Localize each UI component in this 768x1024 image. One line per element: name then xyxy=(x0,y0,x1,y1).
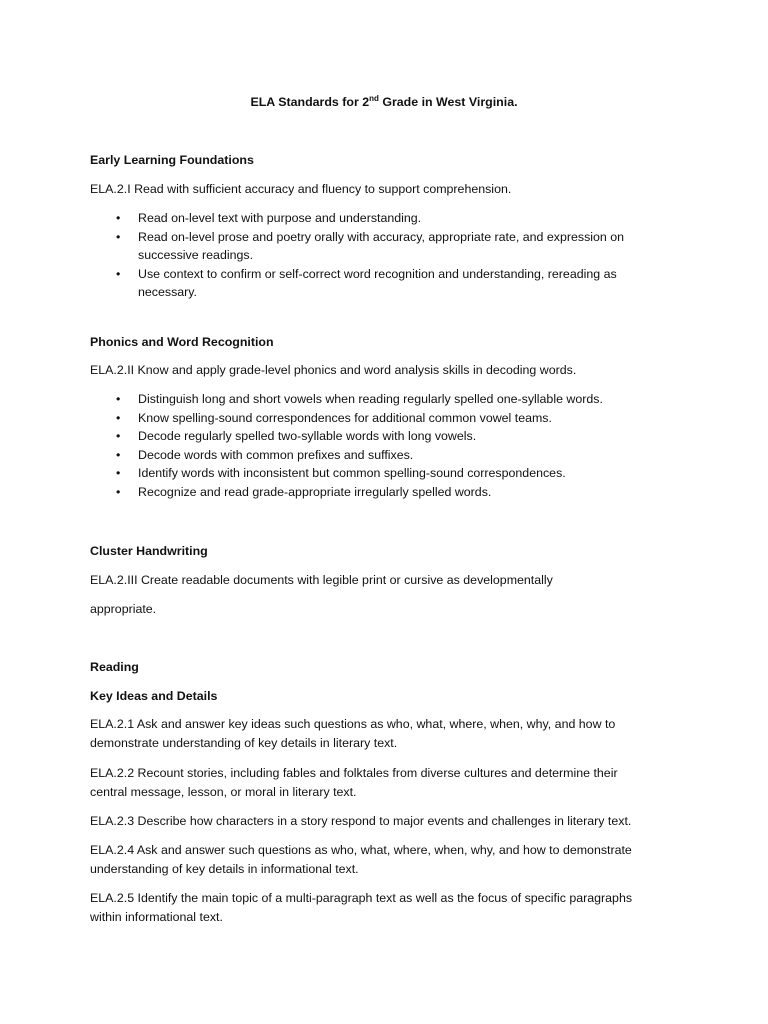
standard-ela-2-3: ELA.2.3 Describe how characters in a story respond to major events and challenges in literary text. xyxy=(90,814,632,828)
standard-ela-2-iii-line2: appropriate. xyxy=(90,602,157,616)
title-superscript: nd xyxy=(369,94,379,103)
standard-ela-2-1: ELA.2.1 Ask and answer key ideas such questions as who, what, where, when, why, and how to demonstrate understanding of key details in literary text. xyxy=(90,717,616,750)
subheading-key-ideas: Key Ideas and Details xyxy=(90,689,218,703)
list-item: • Recognize and read grade-appropriate irregularly spelled words. xyxy=(0,483,768,502)
list-item: • Decode regularly spelled two-syllable words with long vowels. xyxy=(0,427,768,446)
document-title xyxy=(0,93,768,111)
standard-ela-2-i: ELA.2.I Read with sufficient accuracy and fluency to support comprehension. xyxy=(90,182,512,196)
list-item: • Read on-level prose and poetry orally with accuracy, appropriate rate, and expression on successive readings. xyxy=(0,228,768,265)
bullet-list-early-learning xyxy=(0,209,768,302)
list-item: • Distinguish long and short vowels when reading regularly spelled one-syllable words. xyxy=(0,390,768,409)
list-item: • Decode words with common prefixes and suffixes. xyxy=(0,446,768,465)
title-suffix: Grade in West Virginia. xyxy=(378,95,518,109)
list-item: • Identify words with inconsistent but common spelling-sound correspondences. xyxy=(0,464,768,483)
heading-phonics: Phonics and Word Recognition xyxy=(90,335,274,349)
heading-handwriting: Cluster Handwriting xyxy=(90,544,208,558)
list-item: • Use context to confirm or self-correct word recognition and understanding, rereading as necessary. xyxy=(0,265,768,302)
standard-ela-2-4: ELA.2.4 Ask and answer such questions as who, what, where, when, why, and how to demonstrate understanding of key details in informational text. xyxy=(90,843,632,876)
title-prefix: ELA Standards for 2 xyxy=(250,95,370,109)
standard-ela-2-2: ELA.2.2 Recount stories, including fables and folktales from diverse cultures and determine their central message, lesson, or moral in literary text. xyxy=(90,766,618,799)
heading-early-learning: Early Learning Foundations xyxy=(90,153,254,167)
heading-reading: Reading xyxy=(90,660,139,674)
standard-ela-2-ii: ELA.2.II Know and apply grade-level phonics and word analysis skills in decoding words. xyxy=(90,363,577,377)
standard-ela-2-iii-line1: ELA.2.III Create readable documents with legible print or cursive as developmentally xyxy=(90,573,553,587)
bullet-list-phonics xyxy=(0,390,768,501)
standard-ela-2-5: ELA.2.5 Identify the main topic of a multi-paragraph text as well as the focus of specific paragraphs within informational text. xyxy=(90,891,633,924)
list-item: • Read on-level text with purpose and understanding. xyxy=(0,209,768,228)
list-item: • Know spelling-sound correspondences for additional common vowel teams. xyxy=(0,409,768,428)
